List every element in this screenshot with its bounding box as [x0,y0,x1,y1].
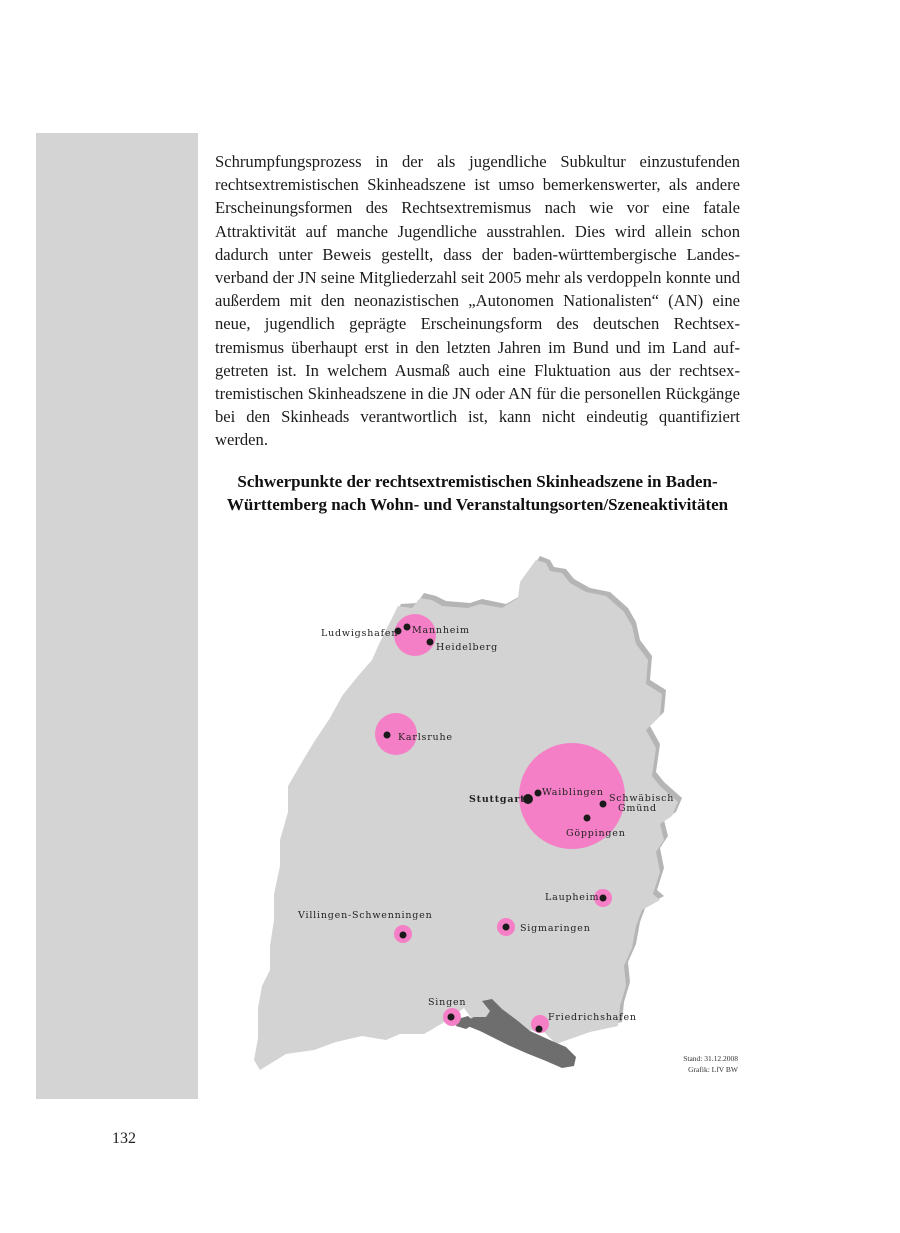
label-schwaebisch-line2: Gmünd [618,803,657,814]
dot-laupheim [600,895,607,902]
figure-title-line-1: Schwerpunkte der rechtsextremistischen Skinheadszene in Baden- [237,472,718,491]
label-sigmaringen: Sigmaringen [520,923,591,934]
dot-sigmaringen [503,924,510,931]
label-villingen: Villingen-Schwenningen [298,910,433,921]
label-singen: Singen [428,997,467,1008]
figure-title-line-2: Württemberg nach Wohn- und Veranstaltungsorten/Szeneaktivitäten [226,495,729,514]
dot-singen [448,1014,455,1021]
label-karlsruhe: Karlsruhe [398,732,453,743]
dot-villingen-schwenningen [400,932,407,939]
source-stand: Stand: 31.12.2008 [683,1054,738,1063]
label-waiblingen: Waiblingen [542,787,604,798]
dot-waiblingen [535,790,542,797]
dot-schwaebisch-gmuend [600,801,607,808]
body-paragraph: Schrumpfungsprozess in der als jugendliche Subkultur einzustufenden rechtsextremistischen Skinheadszene ist umso bemerkenswerter, als andere Erscheinungsformen des Rechtsextremismus nach wie vor eine fatale Attraktivität auf manche Jugendliche ausstrahlen. Dies wird allein schon dadurch unter Beweis gestellt, dass der baden-württembergische Landesverband der JN seine Mitgliederzahl seit 2005 mehr als verdoppeln konnte und außerdem mit den neonazistischen „Autonomen Nationalisten“ (AN) eine neue, jugendlich geprägte Erscheinungsform des deutschen Rechtsextremismus überhaupt erst in den letzten Jahren im Bund und im Land aufgetreten ist. In welchem Ausmaß auch eine Fluktuation aus der rechtsextremistischen Skinheadszene in die JN oder AN für die personellen Rückgänge bei den Skinheads verantwortlich ist, kann nicht eindeutig quantifiziert werden. [215,152,740,450]
dot-karlsruhe [384,732,391,739]
dot-goeppingen [584,815,591,822]
label-mannheim: Mannheim [412,625,470,636]
label-ludwigshafen: Ludwigshafen [321,628,399,639]
label-schwaebisch-line1: Schwäbisch [609,793,675,804]
label-laupheim: Laupheim [545,892,600,903]
label-stuttgart: Stuttgart [469,794,526,805]
label-friedrichshafen: Friedrichshafen [548,1012,637,1023]
source-grafik: Grafik: LfV BW [688,1065,738,1074]
dot-heidelberg [427,639,434,646]
label-goeppingen: Göppingen [566,828,626,839]
page-number: 132 [112,1130,136,1147]
map-source-note [640,1053,738,1075]
label-heidelberg: Heidelberg [436,642,499,653]
dot-friedrichshafen [536,1026,543,1033]
dot-mannheim [404,624,411,631]
